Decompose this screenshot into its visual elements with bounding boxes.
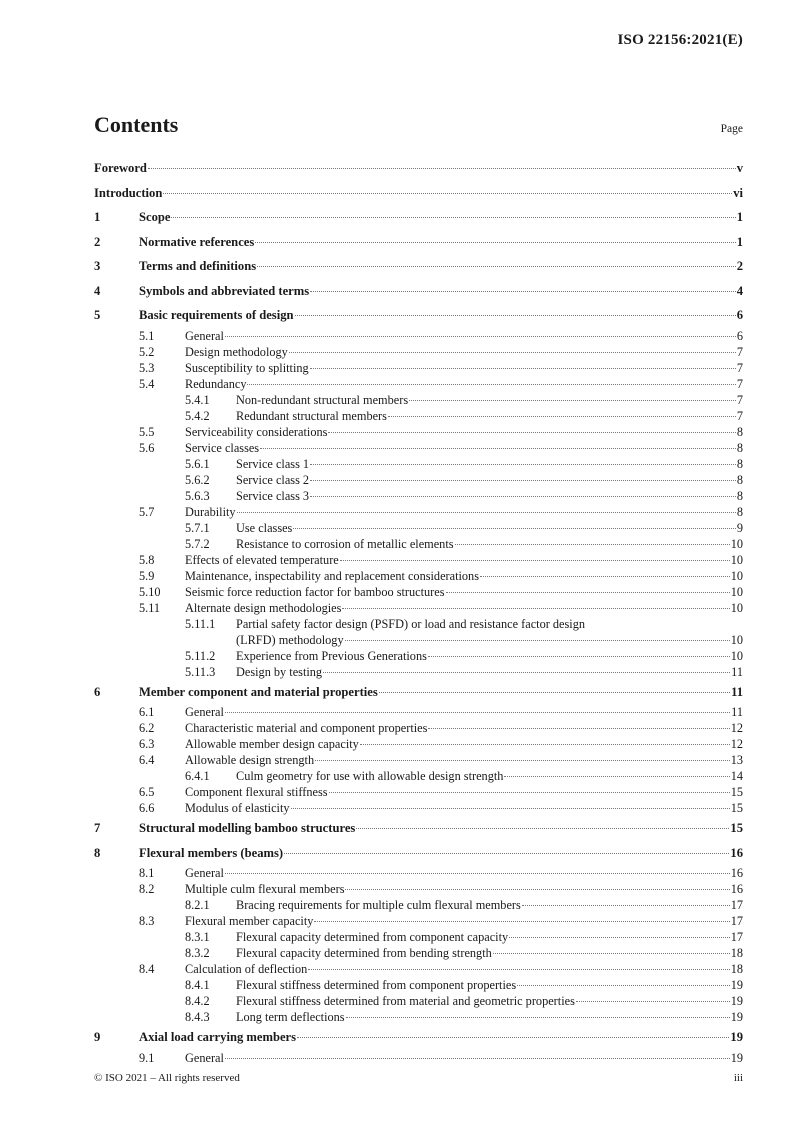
toc-entry-label: Service classes [185, 440, 260, 455]
toc-entry-page: 17 [730, 930, 743, 944]
dot-leader [310, 464, 736, 465]
toc-entry-label: Scope [139, 210, 171, 224]
toc-entry-page: 7 [736, 392, 743, 407]
toc-entry-label: Foreword [94, 161, 147, 175]
toc-entry-page: 19 [730, 978, 743, 992]
toc-entry-number: 5.11.1 [185, 616, 216, 631]
toc-entry-page: 16 [730, 882, 743, 896]
toc-entry-label: Serviceability considerations [185, 424, 328, 439]
dot-leader [260, 448, 736, 449]
dot-leader [409, 400, 736, 401]
toc-entry-number: 8.2 [139, 882, 155, 896]
toc-entry-number: 5.9 [139, 568, 155, 583]
dot-leader [360, 744, 730, 745]
toc-entry-page: 18 [730, 962, 743, 976]
dot-leader [346, 1017, 730, 1018]
toc-entry-number: 5.1 [139, 328, 155, 343]
toc-entry[interactable] [94, 230, 743, 255]
toc-entry-label: Member component and material properties [139, 684, 378, 699]
toc-entry-page: 19 [730, 1050, 743, 1065]
dot-leader [289, 352, 736, 353]
toc-entry[interactable] [94, 993, 743, 1009]
toc-entry[interactable] [94, 784, 743, 800]
toc-entry-page: 11 [731, 684, 743, 699]
toc-entry-number: 8.2.1 [185, 898, 210, 912]
toc-entry-label: General [185, 705, 224, 719]
toc-entry-label: Partial safety factor design (PSFD) or load and resistance factor design [236, 616, 585, 631]
toc-entry-label: Non-redundant structural members [236, 392, 409, 407]
toc-entry-page: 16 [730, 845, 743, 860]
toc-entry-label: General [185, 328, 224, 343]
toc-entry[interactable] [94, 488, 743, 504]
toc-entry[interactable] [94, 360, 743, 376]
toc-entry-number: 6.4.1 [185, 769, 210, 783]
toc-entry-label: Service class 3 [236, 488, 310, 503]
toc-entry[interactable] [94, 440, 743, 456]
toc-entry[interactable] [94, 800, 743, 816]
toc-entry-page: 8 [736, 424, 743, 439]
toc-entry-label: Flexural stiffness determined from material and geometric properties [236, 994, 575, 1008]
dot-leader [493, 953, 730, 954]
toc-entry-label: Design by testing [236, 664, 323, 679]
toc-entry-number: 9.1 [139, 1050, 155, 1065]
toc-entry-number: 8.4.3 [185, 1010, 210, 1024]
toc-entry-page: 8 [736, 488, 743, 503]
page-footer [94, 1072, 743, 1084]
toc-entry-number: 5.11.2 [185, 648, 216, 663]
toc-entry-number: 6.6 [139, 801, 155, 815]
dot-leader [297, 1037, 729, 1038]
toc-entry-page: 14 [730, 769, 743, 783]
toc-entry[interactable] [94, 181, 743, 206]
toc-entry-label: Flexural capacity determined from bending strength [236, 946, 492, 960]
toc-entry-number: 6.2 [139, 721, 155, 735]
toc-entry-label: Service class 1 [236, 456, 310, 471]
dot-leader [446, 592, 730, 593]
dot-leader [576, 1001, 730, 1002]
toc-entry-number: 5.4.2 [185, 408, 210, 423]
toc-entry-page: 11 [731, 664, 743, 679]
toc-entry[interactable] [94, 408, 743, 424]
toc-entry-label: Use classes [236, 520, 293, 535]
toc-entry-number: 5.8 [139, 552, 155, 567]
toc-entry-label: Modulus of elasticity [185, 801, 290, 815]
toc-entry-number: 8.3.2 [185, 946, 210, 960]
toc-entry[interactable] [94, 536, 743, 552]
toc-entry-number: 8.3 [139, 914, 155, 928]
toc-entry-number: 5.11.3 [185, 664, 216, 679]
toc-entry-page: 8 [736, 472, 743, 487]
toc-entry-page: 13 [730, 753, 743, 767]
toc-entry-page: 1 [736, 210, 743, 224]
dot-leader [480, 576, 730, 577]
toc-entry[interactable] [94, 205, 743, 230]
toc-entry[interactable] [94, 704, 743, 720]
dot-leader [257, 266, 736, 267]
toc-entry-page: 12 [730, 721, 743, 735]
dot-leader [315, 760, 730, 761]
toc-entry[interactable] [94, 881, 743, 897]
toc-entry-page: 15 [730, 821, 743, 835]
dot-leader [455, 544, 730, 545]
dot-leader [310, 480, 736, 481]
document-id: ISO 22156:2021(E) [617, 32, 743, 48]
dot-leader [388, 416, 736, 417]
dot-leader [323, 672, 730, 673]
toc-entry[interactable] [94, 841, 743, 866]
table-of-contents [94, 156, 743, 1066]
toc-entry-label: Allowable member design capacity [185, 737, 359, 751]
toc-entry-label: Design methodology [185, 344, 288, 359]
toc-entry-page: 7 [736, 408, 743, 423]
toc-entry[interactable] [94, 520, 743, 536]
page-number: iii [733, 1072, 743, 1084]
toc-entry-number: 6.4 [139, 753, 155, 767]
dot-leader [379, 692, 730, 693]
dot-leader [225, 873, 730, 874]
toc-entry-page: 15 [730, 785, 743, 799]
dot-leader [328, 432, 735, 433]
toc-entry-label: Symbols and abbreviated terms [139, 283, 310, 298]
toc-entry-number: 5.7 [139, 504, 155, 519]
copyright-notice: © ISO 2021 – All rights reserved [94, 1072, 240, 1084]
toc-entry[interactable] [94, 344, 743, 360]
toc-entry[interactable] [94, 816, 743, 841]
toc-entry-number: 6.1 [139, 705, 155, 719]
toc-entry-label: Flexural capacity determined from component capacity [236, 930, 509, 944]
toc-entry-number: 8.4.2 [185, 994, 210, 1008]
toc-entry-label: Bracing requirements for multiple culm flexural members [236, 898, 521, 912]
toc-entry-page: 11 [731, 705, 743, 719]
toc-entry-number: 5 [94, 308, 101, 322]
toc-entry-number: 8.4.1 [185, 978, 210, 992]
toc-entry-page: 10 [730, 632, 743, 647]
toc-entry[interactable] [94, 768, 743, 784]
toc-entry-page: 19 [730, 1010, 743, 1024]
toc-entry-number: 5.10 [139, 584, 161, 599]
toc-entry-page: 19 [730, 1030, 743, 1044]
dot-leader [293, 528, 735, 529]
toc-entry-number: 5.3 [139, 360, 155, 375]
toc-entry-label: Redundant structural members [236, 408, 387, 423]
toc-entry-label: Introduction [94, 185, 163, 200]
toc-entry[interactable] [94, 472, 743, 488]
toc-entry-page: 10 [730, 648, 743, 663]
toc-entry-number: 6 [94, 684, 101, 699]
toc-entry-label: Experience from Previous Generations [236, 648, 427, 663]
toc-entry[interactable] [94, 897, 743, 913]
dot-leader [310, 368, 736, 369]
toc-entry-page: 7 [736, 360, 743, 375]
dot-leader [284, 853, 729, 854]
toc-entry[interactable] [94, 584, 743, 600]
dot-leader [522, 905, 730, 906]
toc-entry-page: 8 [736, 456, 743, 471]
toc-entry-label: Effects of elevated temperature [185, 552, 339, 567]
toc-entry-page: 16 [730, 866, 743, 880]
toc-entry-label: Component flexural stiffness [185, 785, 328, 799]
toc-entry-number: 5.2 [139, 344, 155, 359]
dot-leader [163, 193, 732, 194]
toc-entry-page: 19 [730, 994, 743, 1008]
dot-leader [517, 985, 730, 986]
toc-entry[interactable] [94, 568, 743, 584]
dot-leader [428, 656, 730, 657]
toc-entry-page: 15 [730, 801, 743, 815]
dot-leader [504, 776, 729, 777]
toc-entry-page: 10 [730, 584, 743, 599]
toc-entry[interactable] [94, 376, 743, 392]
dot-leader [225, 336, 736, 337]
dot-leader [342, 608, 729, 609]
toc-entry-page: 6 [736, 328, 743, 343]
toc-entry-label: Axial load carrying members [139, 1030, 297, 1044]
dot-leader [225, 1058, 730, 1059]
toc-entry-page: 7 [736, 376, 743, 391]
toc-entry-label: General [185, 1050, 224, 1065]
toc-entry-number: 5.4 [139, 376, 155, 391]
toc-entry[interactable] [94, 504, 743, 520]
toc-entry[interactable] [94, 424, 743, 440]
toc-entry-page: 1 [736, 234, 743, 249]
toc-entry-number: 5.6 [139, 440, 155, 455]
toc-entry-label: Susceptibility to splitting [185, 360, 309, 375]
dot-leader [237, 512, 736, 513]
toc-entry[interactable] [94, 664, 743, 680]
toc-entry[interactable] [94, 1025, 743, 1050]
toc-entry-number: 8.4 [139, 962, 155, 976]
toc-entry-page: 8 [736, 504, 743, 519]
contents-header [94, 112, 743, 138]
dot-leader [345, 640, 730, 641]
toc-entry-label: Resistance to corrosion of metallic elements [236, 536, 454, 551]
toc-entry[interactable] [94, 1009, 743, 1025]
dot-leader [148, 168, 736, 169]
toc-entry-page: 2 [736, 259, 743, 273]
toc-entry-page: 9 [736, 520, 743, 535]
toc-entry-label: Long term deflections [236, 1010, 345, 1024]
toc-entry-number: 5.6.3 [185, 488, 210, 503]
dot-leader [255, 242, 735, 243]
toc-entry[interactable] [94, 736, 743, 752]
toc-entry-page: 12 [730, 737, 743, 751]
toc-entry-number: 3 [94, 259, 101, 273]
toc-entry-page: 10 [730, 536, 743, 551]
toc-entry[interactable] [94, 913, 743, 929]
toc-entry-label: Multiple culm flexural members [185, 882, 345, 896]
toc-entry-label: Service class 2 [236, 472, 310, 487]
toc-entry-label: Allowable design strength [185, 753, 315, 767]
dot-leader [310, 496, 736, 497]
toc-entry-page: vi [733, 185, 743, 200]
toc-entry[interactable] [94, 720, 743, 736]
toc-entry-page: 4 [736, 283, 743, 298]
dot-leader [356, 828, 729, 829]
toc-entry[interactable] [94, 616, 743, 648]
toc-entry-page: 8 [736, 440, 743, 455]
toc-entry-page: 17 [730, 898, 743, 912]
toc-entry-number: 9 [94, 1030, 101, 1044]
dot-leader [509, 937, 730, 938]
toc-entry-number: 1 [94, 210, 101, 224]
toc-entry-label: Structural modelling bamboo structures [139, 821, 356, 835]
dot-leader [291, 808, 730, 809]
toc-entry-label: Characteristic material and component properties [185, 721, 428, 735]
toc-entry-label: Terms and definitions [139, 259, 257, 273]
toc-entry[interactable] [94, 945, 743, 961]
toc-entry[interactable] [94, 456, 743, 472]
toc-entry-page: 7 [736, 344, 743, 359]
toc-entry-label: Maintenance, inspectability and replacement considerations [185, 568, 479, 583]
toc-entry[interactable] [94, 865, 743, 881]
toc-entry-label: Culm geometry for use with allowable design strength [236, 769, 504, 783]
toc-entry[interactable] [94, 977, 743, 993]
dot-leader [345, 889, 729, 890]
toc-entry-label: General [185, 866, 224, 880]
toc-entry-label: Calculation of deflection [185, 962, 308, 976]
toc-entry-label: Flexural member capacity [185, 914, 314, 928]
toc-entry-page: 10 [730, 568, 743, 583]
page-title: Contents [94, 112, 179, 137]
dot-leader [171, 217, 735, 218]
toc-entry-label: Basic requirements of design [139, 308, 294, 322]
toc-entry[interactable] [94, 600, 743, 616]
toc-entry-number: 5.6.1 [185, 456, 210, 471]
toc-entry-number: 5.5 [139, 424, 155, 439]
toc-entry[interactable] [94, 392, 743, 408]
dot-leader [310, 291, 736, 292]
toc-entry[interactable] [94, 680, 743, 705]
toc-entry-number: 7 [94, 821, 101, 835]
toc-entry-label: Seismic force reduction factor for bamboo structures [185, 584, 445, 599]
dot-leader [295, 315, 736, 316]
toc-entry-number: 8.3.1 [185, 930, 210, 944]
toc-entry[interactable] [94, 961, 743, 977]
toc-entry-number: 6.5 [139, 785, 155, 799]
toc-entry[interactable] [94, 929, 743, 945]
toc-entry-number: 4 [94, 283, 101, 298]
dot-leader [314, 921, 729, 922]
toc-entry-number: 5.7.1 [185, 520, 210, 535]
toc-entry-label: Redundancy [185, 376, 247, 391]
toc-entry[interactable] [94, 279, 743, 304]
toc-entry[interactable] [94, 1050, 743, 1066]
toc-entry-page: 10 [730, 552, 743, 567]
page-column-label: Page [720, 123, 743, 135]
toc-entry[interactable] [94, 328, 743, 344]
toc-entry[interactable] [94, 156, 743, 181]
dot-leader [308, 969, 729, 970]
toc-entry-page: 18 [730, 946, 743, 960]
toc-entry-number: 5.4.1 [185, 392, 210, 407]
dot-leader [329, 792, 730, 793]
toc-entry-number: 5.6.2 [185, 472, 210, 487]
toc-entry-page: 6 [736, 308, 743, 322]
toc-entry-label: Normative references [139, 234, 255, 249]
toc-entry-number: 8.1 [139, 866, 155, 880]
toc-entry-number: 5.7.2 [185, 536, 210, 551]
toc-entry-page: 17 [730, 914, 743, 928]
dot-leader [225, 712, 730, 713]
toc-entry[interactable] [94, 752, 743, 768]
toc-entry-number: 8 [94, 845, 101, 860]
dot-leader [428, 728, 729, 729]
toc-entry-label: Durability [185, 504, 236, 519]
dot-leader [340, 560, 730, 561]
toc-entry-label: Flexural stiffness determined from component properties [236, 978, 517, 992]
toc-entry[interactable] [94, 254, 743, 279]
toc-entry[interactable] [94, 552, 743, 568]
toc-entry-number: 6.3 [139, 737, 155, 751]
toc-entry-label-continued: (LRFD) methodology [236, 632, 344, 647]
toc-entry[interactable] [94, 303, 743, 328]
toc-entry-number: 5.11 [139, 600, 161, 615]
toc-entry-page: 10 [730, 600, 743, 615]
toc-entry-label: Flexural members (beams) [139, 845, 284, 860]
toc-entry-page: v [736, 161, 743, 175]
toc-entry-label: Alternate design methodologies [185, 600, 342, 615]
toc-entry-number: 2 [94, 234, 101, 249]
toc-entry[interactable] [94, 648, 743, 664]
dot-leader [247, 384, 735, 385]
